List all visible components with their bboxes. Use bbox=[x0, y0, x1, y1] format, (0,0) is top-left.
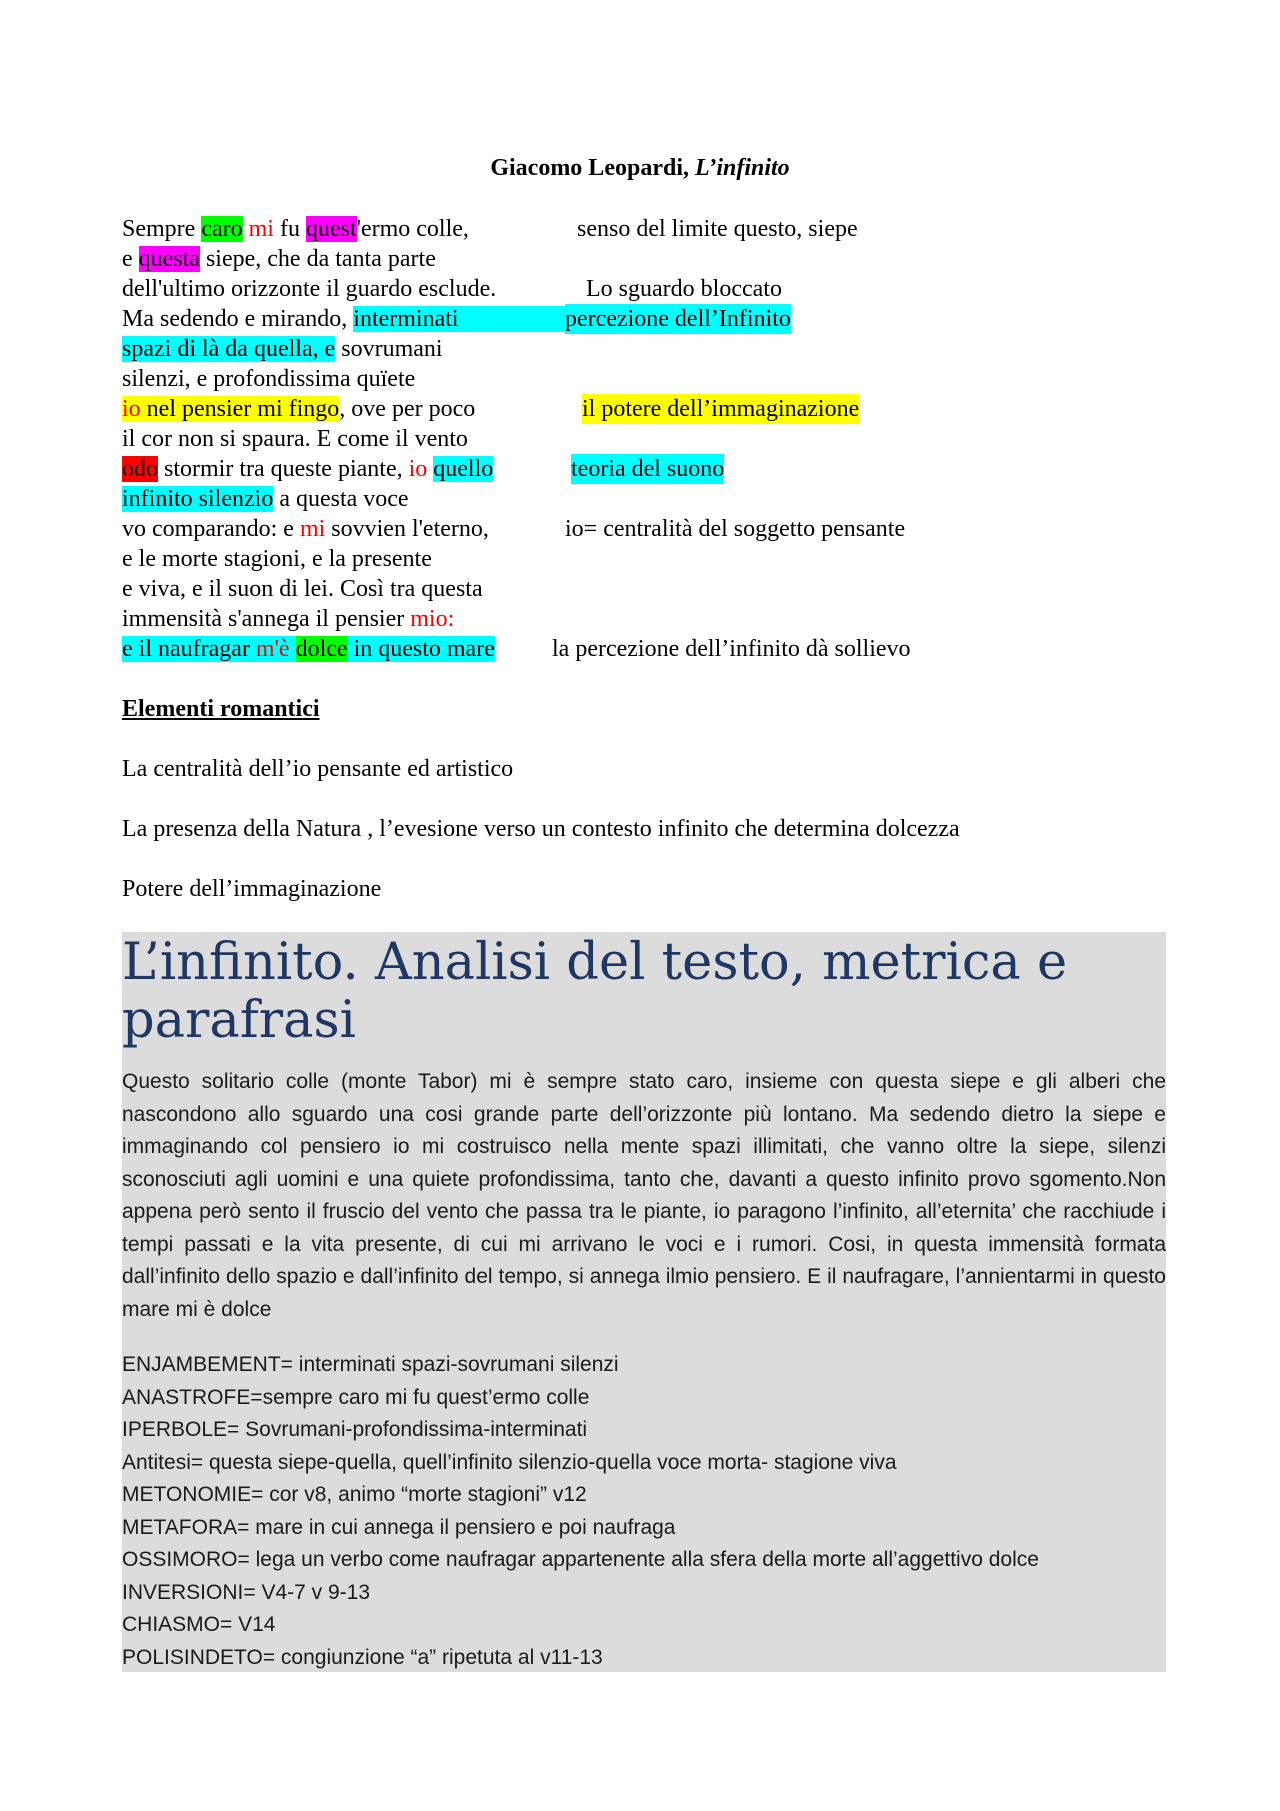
poem-segment: questa bbox=[138, 246, 200, 272]
poem-segment: silenzi, e profondissima quïete bbox=[122, 366, 416, 392]
poem-segment: io bbox=[122, 396, 141, 422]
poem-line bbox=[122, 544, 654, 574]
poem-segment: mi bbox=[248, 216, 274, 242]
figure-item: ANASTROFE=sempre caro mi fu quest’ermo colle bbox=[122, 1385, 590, 1409]
poem-segment: infinito silenzio bbox=[122, 486, 274, 512]
rhetorical-figures-list bbox=[122, 1349, 1166, 1674]
poem-segment: stormir tra queste piante, bbox=[158, 456, 409, 482]
poem-line bbox=[122, 484, 654, 514]
poem-segment: 'ermo colle, bbox=[356, 216, 469, 242]
poem-segment: interminati bbox=[353, 306, 653, 332]
figure-item: OSSIMORO= lega un verbo come naufragar appartenente alla sfera della morte all’aggettivo dolce bbox=[122, 1548, 1039, 1571]
poem-segment: quello bbox=[433, 456, 494, 482]
poem-note: la percezione dell’infinito dà sollievo bbox=[552, 636, 911, 662]
figure-item: IPERBOLE= Sovrumani-profondissima-interminati bbox=[122, 1418, 588, 1441]
romantic-item: Potere dell’immaginazione bbox=[122, 876, 382, 902]
poem-segment: spazi di là da quella, e bbox=[122, 336, 336, 362]
paraphrase-paragraph: Questo solitario colle (monte Tabor) mi è sempre stato caro, insieme con questa siepe e gli alberi che nascondono allo sguardo una cosi grande parte dell’orizzonte più lontano. Ma sedendo dietro la siepe e immaginando col pensiero io mi costruisco nella mente spazi illimitati, che vanno oltre la siepe, silenzi sconosciuti agli uomini e una quiete profondissima, tanto che, davanti a questo infinito provo sgomento.Non appena però sento il fruscio del vento che passa tra le piante, io paragono l’infinito, all’eternita’ che racchiude i tempi passati e la vita presente, di cui mi arrivano le voci e i rumori. Cosi, in questa immensità formata dall’infinito dello spazio e dall’infinito del tempo, si annega ilmio pensiero. E il naufragare, l’annientarmi in questo mare mi è dolce bbox=[122, 1070, 1166, 1321]
poem-segment: m'è bbox=[255, 636, 290, 662]
poem-segment: sovvien l'eterno, bbox=[325, 516, 489, 542]
poem-segment: dolce bbox=[295, 636, 348, 662]
poem-line bbox=[122, 244, 654, 274]
poem-segment: sovrumani bbox=[335, 336, 443, 362]
poem-text bbox=[122, 214, 654, 664]
poem-line bbox=[122, 394, 654, 424]
poem-note: teoria del suono bbox=[571, 456, 725, 482]
analysis-title: L’infinito. Analisi del testo, metrica e parafrasi bbox=[122, 933, 1068, 1050]
analysis-box bbox=[122, 932, 1166, 1672]
poem-segment: odo bbox=[122, 456, 158, 482]
romantic-heading: Elementi romantici bbox=[122, 696, 320, 722]
figure-item: ENJAMBEMENT= interminati spazi-sovrumani silenzi bbox=[122, 1353, 619, 1376]
poem-segment: e le morte stagioni, e la presente bbox=[122, 546, 432, 572]
poem-note: il potere dell’immaginazione bbox=[582, 396, 860, 422]
poem-segment: Ma sedendo e mirando, bbox=[122, 306, 354, 332]
poem-segment: e viva, e il suon di lei. Così tra questa bbox=[122, 576, 483, 602]
poem-line bbox=[122, 214, 654, 244]
romantic-item: La centralità dell’io pensante ed artistico bbox=[122, 756, 514, 782]
poem-segment: io bbox=[408, 456, 428, 482]
poem-segment: e bbox=[122, 246, 139, 272]
poem-note: percezione dell’Infinito bbox=[565, 306, 791, 332]
poem-segment: , ove per poco bbox=[339, 396, 476, 422]
poem-segment: fu bbox=[273, 216, 306, 242]
figure-item: POLISINDETO= congiunzione “a” ripetuta al v11-13 bbox=[122, 1645, 603, 1669]
poem-segment: il cor non si spaura. E come il vento bbox=[122, 426, 468, 452]
poem-segment: Sempre bbox=[122, 216, 202, 242]
poem-segment: siepe, che da tanta parte bbox=[199, 246, 436, 272]
poem-segment: nel pensier mi fingo bbox=[140, 396, 340, 422]
poem-line bbox=[122, 604, 654, 634]
poem-segment bbox=[290, 636, 296, 662]
poem-segment: quest bbox=[305, 216, 357, 242]
poem-line bbox=[122, 424, 654, 454]
poem-segment: e il naufragar bbox=[122, 636, 256, 662]
figure-item: Antitesi= questa siepe-quella, quell’infinito silenzio-quella voce morta- stagione viva bbox=[122, 1450, 897, 1474]
figure-item: METAFORA= mare in cui annega il pensiero e poi naufraga bbox=[122, 1515, 676, 1539]
poem-segment: a questa voce bbox=[273, 486, 409, 512]
figure-item: METONOMIE= cor v8, animo “morte stagioni” v12 bbox=[122, 1483, 587, 1506]
poem-segment: mi bbox=[299, 516, 326, 542]
poem-note: io= centralità del soggetto pensante bbox=[565, 516, 906, 542]
poem-line bbox=[122, 574, 654, 604]
title-author: Giacomo Leopardi, bbox=[490, 155, 689, 181]
romantic-item: La presenza della Natura , l’evesione verso un contesto infinito che determina dolcezza bbox=[122, 816, 960, 842]
poem-segment: caro bbox=[201, 216, 243, 242]
poem-segment: in questo mare bbox=[347, 636, 495, 662]
poem-line bbox=[122, 364, 654, 394]
document-title bbox=[0, 152, 1280, 184]
figure-item: INVERSIONI= V4-7 v 9-13 bbox=[122, 1580, 371, 1604]
poem-line bbox=[122, 274, 654, 304]
poem-segment: dell'ultimo orizzonte il guardo esclude. bbox=[122, 276, 497, 302]
figure-item: CHIASMO= V14 bbox=[122, 1613, 276, 1636]
poem-segment: immensità s'annega il pensier bbox=[122, 606, 411, 632]
title-work: L’infinito bbox=[694, 155, 790, 181]
poem-segment: vo comparando: e bbox=[122, 516, 300, 542]
poem-line bbox=[122, 334, 654, 364]
poem-segment: mio: bbox=[410, 606, 455, 632]
poem-note: Lo sguardo bloccato bbox=[586, 276, 782, 302]
poem-note: senso del limite questo, siepe bbox=[577, 216, 858, 242]
